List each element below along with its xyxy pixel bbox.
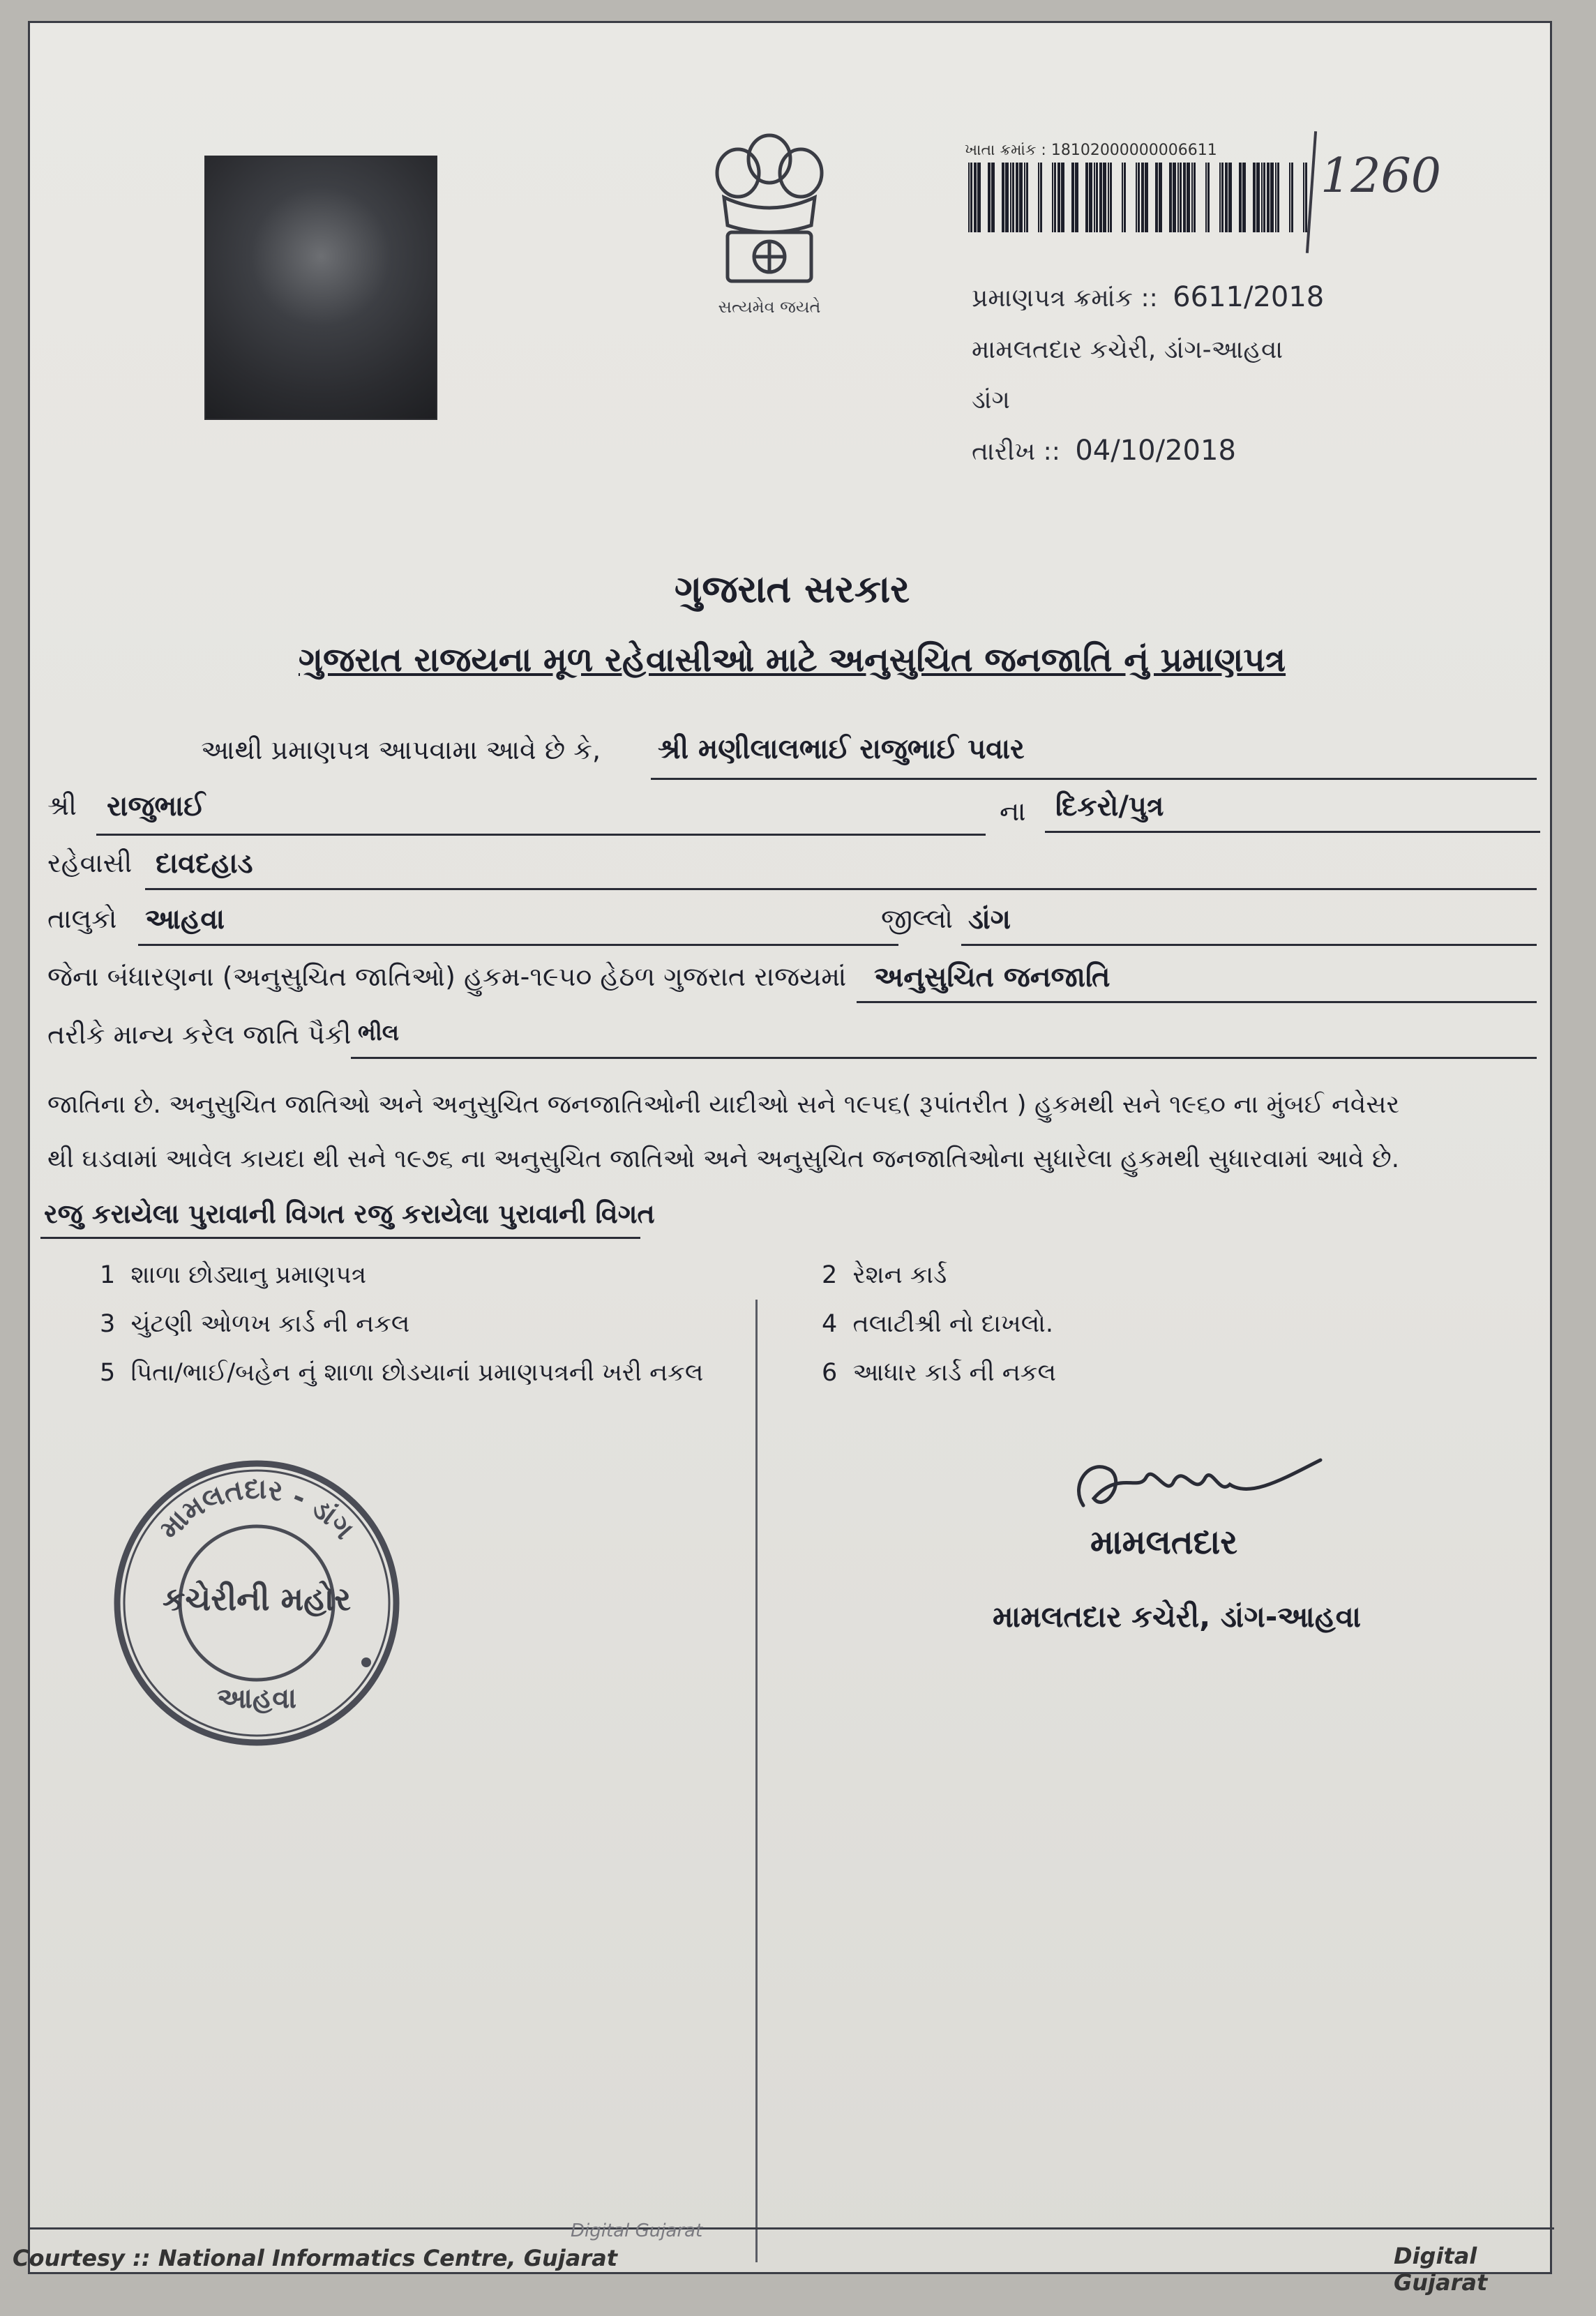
intro-label: આથી પ્રમાણપત્ર આપવામા આવે છે કે,: [201, 735, 601, 765]
document-item: 3 ચુંટણી ઓળખ કાર્ડ ની નકલ: [100, 1310, 410, 1338]
na-label: ના: [1000, 796, 1026, 827]
footer-digital-gujarat: Digital Gujarat: [1394, 2243, 1488, 2296]
district-underline: [961, 944, 1537, 946]
category-underline: [857, 1001, 1537, 1003]
father-underline: [96, 834, 986, 836]
relation-underline: [1045, 831, 1540, 833]
office-seal-stamp: [107, 1453, 407, 1753]
residence-label: રહેવાસી: [47, 848, 133, 878]
national-emblem-icon: [700, 121, 839, 323]
seal-top-text: મામલતદાર - ડાંગ: [153, 1473, 361, 1546]
document-item: 2 રેશન કાર્ડ: [822, 1261, 947, 1289]
footer-overprint: Digital Gujarat: [571, 2220, 703, 2241]
constitution-label: જેના બંધારણના (અનુસુચિત જાતિઓ) હુકમ-૧૯૫૦ હેઠળ ગુજરાત રાજયમાં: [47, 961, 847, 992]
relation: દિકરો/પુત્ર: [1055, 790, 1164, 822]
certificate-page: [13, 21, 1552, 2296]
document-item: 5 પિતા/ભાઈ/બહેન નું શાળા છોડયાનાં પ્રમાણપત્રની ખરી નકલ: [100, 1359, 704, 1387]
certificate-number-label: પ્રમાણપત્ર ક્રમાંક ::: [972, 284, 1158, 313]
father-name: રાજુભાઈ: [107, 790, 205, 822]
signatory-title: મામલતદાર: [1090, 1523, 1238, 1562]
footer-divider: [30, 2227, 1554, 2229]
legal-paragraph-line-2: થી ઘડવામાં આવેલ કાયદા થી સને ૧૯૭૬ ના અનુસુચિત જાતિઓ અને અનુસુચિત જનજાતિઓના સુધારેલા હુકમથી સુધારવામાં આવે છે.: [47, 1145, 1400, 1173]
document-item: 1 શાળા છોડ્યાનુ પ્રમાણપત્ર: [100, 1261, 367, 1289]
taluka: આહવા: [145, 903, 225, 935]
applicant-photo: [204, 156, 437, 420]
issuing-district: ડાંગ: [972, 386, 1010, 414]
emblem-motto: સત્યમેવ જયતે: [718, 297, 821, 317]
taluka-underline: [138, 944, 898, 946]
residence: દાવદહાડ: [156, 848, 253, 880]
footer-courtesy: Courtesy :: National Informatics Centre, Gujarat: [13, 2245, 617, 2271]
certificate-number-row: [972, 281, 1324, 313]
taluka-label: તાલુકો: [47, 903, 117, 934]
issue-date-row: [972, 435, 1236, 467]
documents-heading-underline: [40, 1237, 640, 1239]
issue-date: 04/10/2018: [1075, 435, 1236, 467]
barcode-id: ખાતા ક્રમાંક : 18102000000006611: [965, 142, 1217, 159]
district: ડાંગ: [968, 903, 1011, 935]
issuing-office: મામલતદાર કચેરી, ડાંગ-આહવા: [972, 336, 1283, 364]
handwritten-signature: [1062, 1443, 1327, 1533]
document-item: 4 તલાટીશ્રી નો દાખલો.: [822, 1310, 1054, 1338]
name-underline: [651, 778, 1537, 780]
handwritten-number: 1260: [1320, 149, 1442, 204]
legal-paragraph-line-1: જાતિના છે. અનુસુચિત જાતિઓ અને અનુસુચિત જનજાતિઓની યાદીઓ સને ૧૯૫૬( રૂપાંતરીત ) હુકમથી સને ૧૯૬૦ ના મુંબઈ નવેસર: [47, 1090, 1400, 1119]
category: અનુસુચિત જનજાતિ: [874, 961, 1111, 993]
seal-bottom-text: આહવા: [216, 1683, 297, 1715]
document-item: 6 આધાર કાર્ડ ની નકલ: [822, 1359, 1056, 1387]
residence-underline: [145, 888, 1537, 890]
seal-center-text: કચેરીની મહોર: [162, 1580, 352, 1618]
caste-underline: [351, 1057, 1537, 1059]
certificate-number: 6611/2018: [1173, 281, 1325, 313]
column-separator: [755, 1300, 758, 2262]
shri-label: શ્રી: [47, 790, 77, 821]
caste: ભીલ: [358, 1019, 399, 1046]
district-label: જીલ્લો: [881, 903, 954, 934]
signatory-office: મામલતદાર કચેરી, ડાંગ-આહવા: [993, 1600, 1362, 1634]
documents-heading: રજુ કરાયેલા પુરાવાની વિગત રજુ કરાયેલા પુરાવાની વિગત: [44, 1198, 655, 1229]
issue-date-label: તારીખ ::: [972, 437, 1060, 466]
certificate-title: ગુજરાત રાજયના મૂળ રહેવાસીઓ માટે અનુસુચિત જનજાતિ નું પ્રમાણપત્ર: [298, 640, 1286, 679]
caste-label: તરીકે માન્ય કરેલ જાતિ પૈકી: [47, 1019, 352, 1050]
applicant-name: શ્રી મણીલાલભાઈ રાજુભાઈ પવાર: [658, 733, 1025, 765]
barcode: [968, 163, 1310, 232]
government-title: ગુજરાત સરકાર: [674, 567, 910, 611]
